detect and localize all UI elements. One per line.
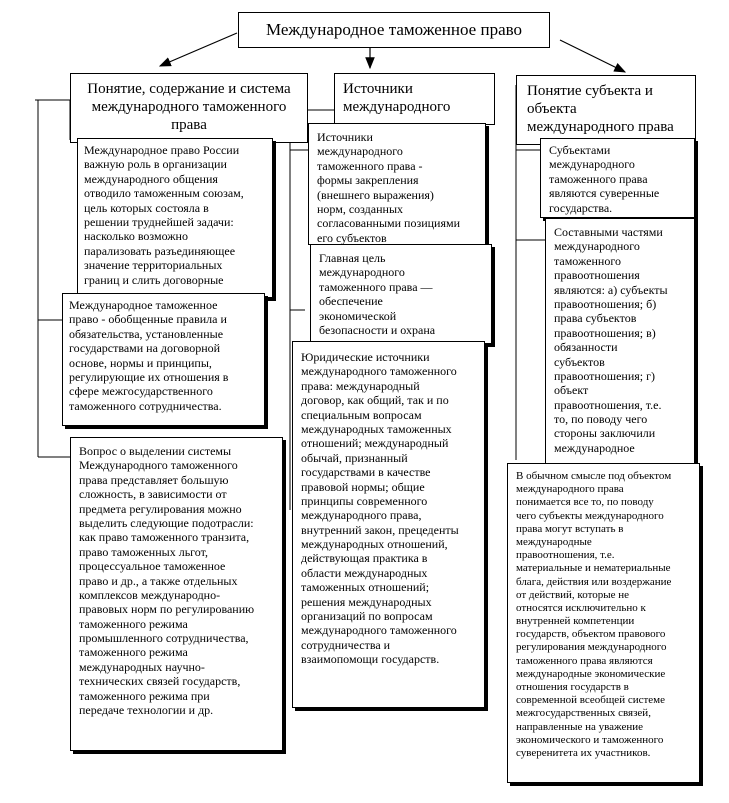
column-1-header-text: Понятие, содержание и система международного таможенного права	[87, 81, 291, 133]
diagram-title: Международное таможенное право	[265, 20, 523, 39]
column-2-box-3-text: Юридические источники международного таможенного права: международный договор, как общий, так и по специальным вопросам международных таможенных отношений; международный обычай, признанный государствами в качестве правовой нормы; общие принципы современного международного права, внутренний закон, прецеденты международных отношений, действующая практика в области международных таможенных отношений; решения международных организаций по вопросам международного таможенного сотрудничества и взаимопомощи государств.	[301, 350, 459, 667]
column-1-box-3-text: Вопрос о выделении системы Международного таможенного права представляет большую сложность, в зависимости от предмета регулирования можно выделить следующие подотрасли: как право таможенного транзита, право таможенных льгот, процессуальное таможенное право и др., а также отдельных комплексов международно- правовых норм по регулированию таможенного режима промышленного сотрудничества, таможенного режима международных научно- технических связей государств, таможенного режима при передаче технологии и др.	[79, 444, 255, 718]
column-1-header	[70, 73, 308, 143]
column-2-header-text: Источники международного	[343, 81, 451, 115]
column-2-box-2-text: Главная цель международного таможенного права — обеспечение экономической безопасности и охрана	[319, 251, 436, 337]
column-2-box-3	[292, 341, 485, 708]
column-3-box-3-text: В обычном смысле под объектом международного права понимается все то, по поводу чего субъекты международного права могут вступать в международные правоотношения, т.е. материальные и нематериальные блага, действия или воздержание от действий, которые не относятся исключительно к внутренней компетенции государств, объектом правового регулирования международного таможенного права являются международные экономические отношения государств в современной всеобщей системе межгосударственных связей, направленные на уважение экономического и таможенного суверенитета их участников.	[516, 470, 672, 759]
column-1-box-2-text: Международное таможенное право - обобщенные правила и обязательства, установленные государствами на договорной основе, нормы и принципы, регулирующие их отношения в сфере межгосударственного таможенного сотрудничества.	[69, 298, 229, 413]
arrow-right	[560, 40, 625, 72]
arrow-left	[160, 33, 237, 66]
column-2-box-2	[310, 244, 492, 344]
column-3-header	[516, 75, 696, 145]
column-3-box-1-text: Субъектами международного таможенного права являются суверенные государства.	[549, 143, 660, 215]
column-3-header-text: Понятие субъекта и объекта международного права	[527, 83, 674, 135]
column-2-header	[334, 73, 495, 125]
column-3-box-1	[540, 138, 695, 218]
column-3-box-2	[545, 218, 695, 468]
column-1-box-2	[62, 293, 265, 426]
column-3-box-3	[507, 463, 700, 783]
column-1-box-1	[77, 138, 273, 298]
title-box	[238, 12, 550, 48]
column-3-box-2-text: Составными частями международного таможенного правоотношения являются: а) субъекты правоотношения; б) права субъектов правоотношения; в) обязанности субъектов правоотношения; г) объект правоотношения, т.е. то, по поводу чего стороны заключили международное	[554, 225, 668, 455]
column-2-box-1	[308, 123, 486, 245]
column-1-box-1-text: Международное право России важную роль в организации международного общения отводило таможенным союзам, цель которых состояла в решении труднейшей задачи: насколько возможно парализовать разъединяющее значение территориальных границ и слить договорные	[84, 143, 244, 287]
column-1-box-3	[70, 437, 283, 751]
column-2-box-1-text: Источники международного таможенного права - формы закрепления (внешнего выражения) норм, созданных согласованными позициями его субъектов	[317, 130, 460, 245]
